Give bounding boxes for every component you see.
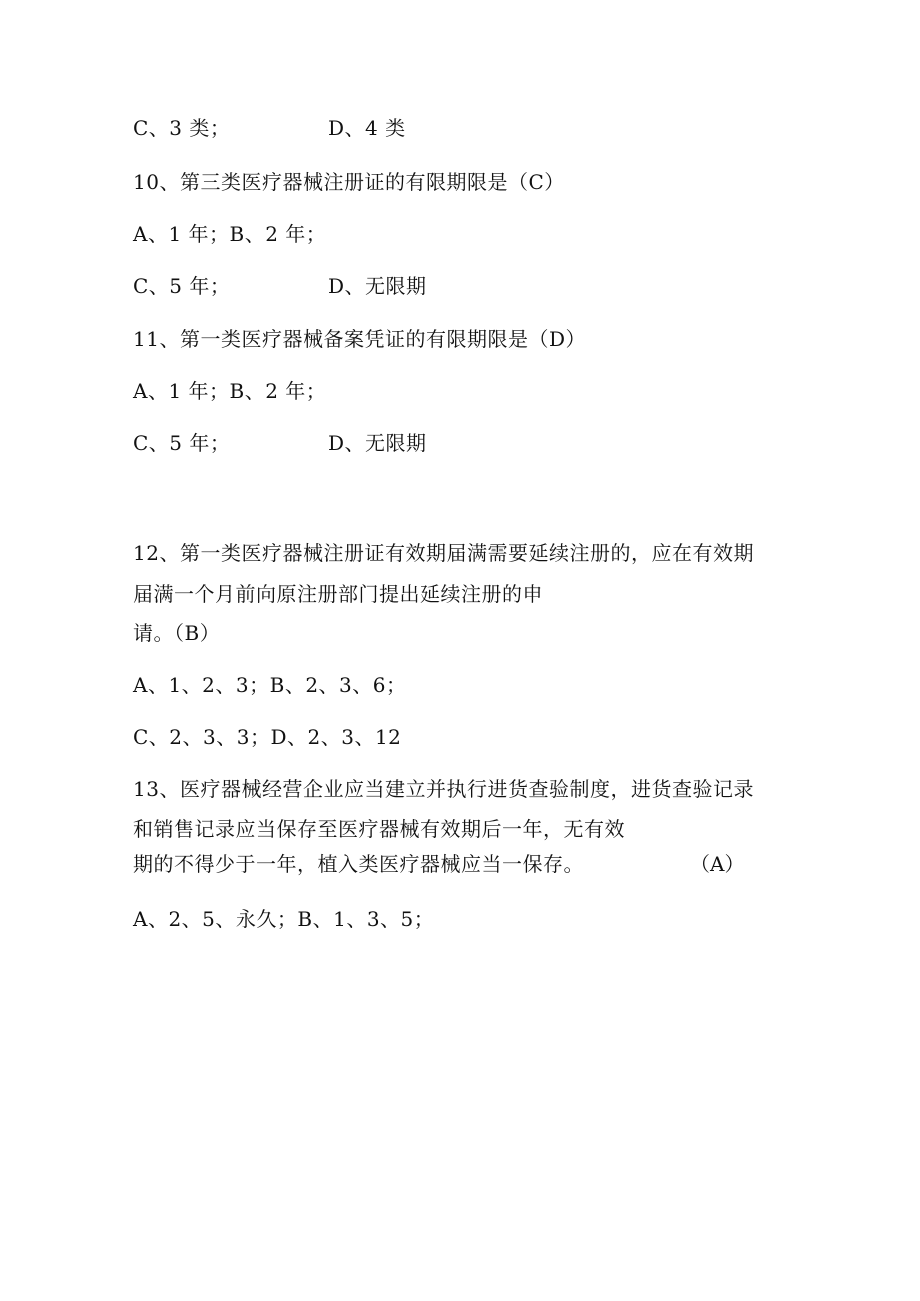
q10-question: 10、第三类医疗器械注册证的有限期限是（C） — [133, 170, 565, 194]
q9-option-c: C、3 类； — [133, 116, 231, 140]
q12-options-cd: C、2、3、3；D、2、3、12 — [133, 725, 402, 749]
q10-option-d: D、无限期 — [328, 274, 427, 298]
q11-option-c: C、5 年； — [133, 431, 231, 455]
q11-question: 11、第一类医疗器械备案凭证的有限期限是（D） — [133, 327, 586, 351]
q10-option-c: C、5 年； — [133, 274, 231, 298]
q12-question-line3: 请。（B） — [133, 621, 221, 645]
q12-question-line2: 届满一个月前向原注册部门提出延续注册的申 — [133, 582, 543, 606]
q12-options-ab: A、1、2、3；B、2、3、6； — [133, 673, 407, 697]
q13-question-line2: 和销售记录应当保存至医疗器械有效期后一年，无有效 — [133, 817, 625, 841]
q12-question-line1: 12、第一类医疗器械注册证有效期届满需要延续注册的，应在有效期 — [133, 541, 754, 565]
q13-question-line3: 期的不得少于一年，植入类医疗器械应当一保存。 — [133, 852, 584, 876]
q10-options-ab: A、1 年；B、2 年； — [133, 222, 327, 246]
q13-answer: （A） — [690, 852, 745, 876]
q11-options-ab: A、1 年；B、2 年； — [133, 379, 327, 403]
q13-options-ab: A、2、5、永久；B、1、3、5； — [133, 907, 435, 931]
q11-option-d: D、无限期 — [328, 431, 427, 455]
q13-question-line1: 13、医疗器械经营企业应当建立并执行进货查验制度，进货查验记录 — [133, 777, 754, 801]
q9-option-d: D、4 类 — [328, 116, 406, 140]
